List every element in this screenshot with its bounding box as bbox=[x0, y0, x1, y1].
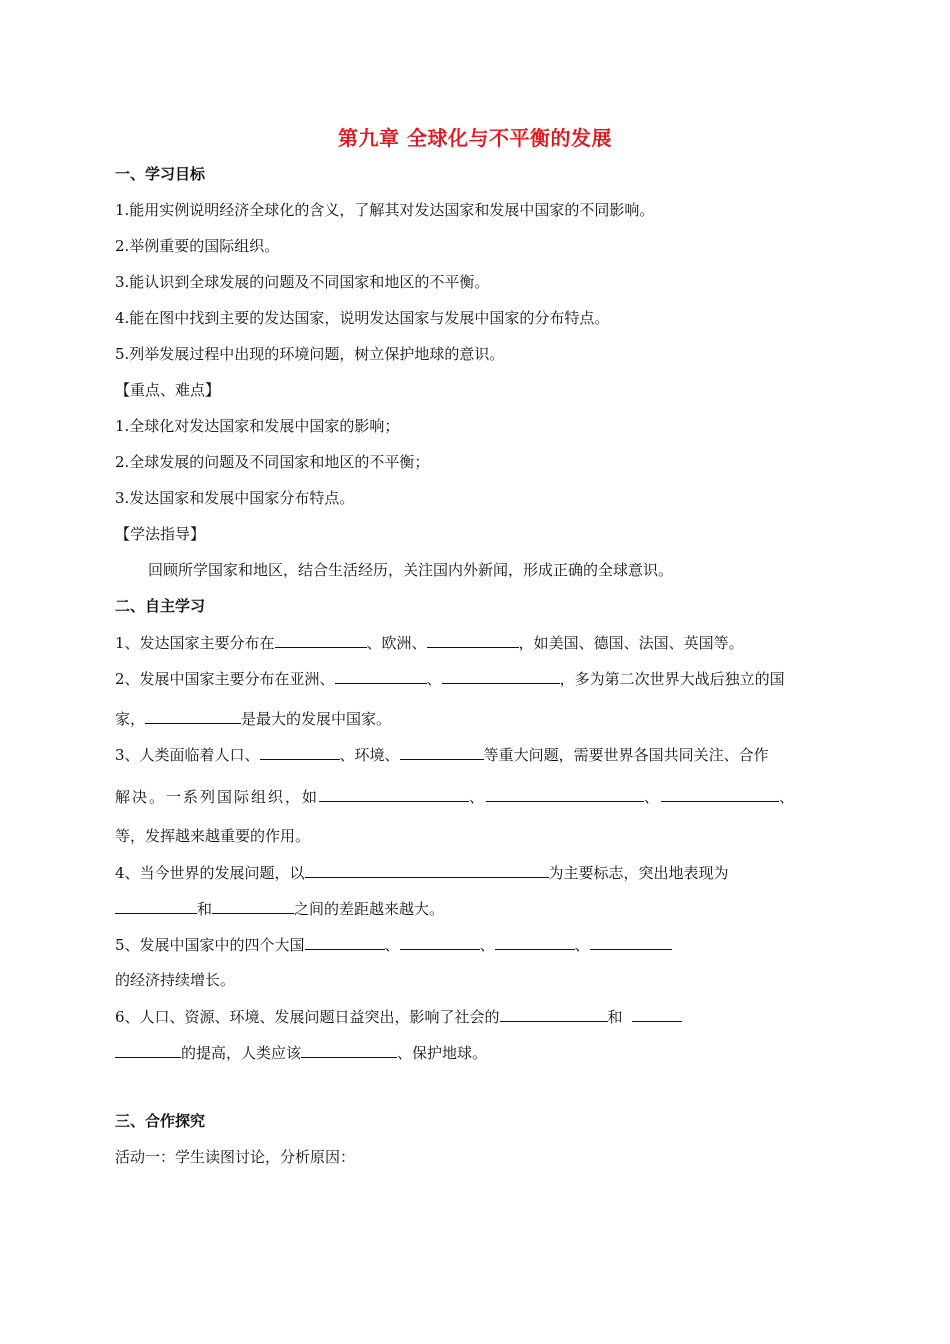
answer-blank[interactable] bbox=[275, 632, 367, 648]
key-point-3: 3.发达国家和发展中国家分布特点。 bbox=[115, 489, 355, 507]
question-text: 、保护地球。 bbox=[397, 1044, 488, 1062]
goal-item-2: 2.举例重要的国际组织。 bbox=[115, 237, 280, 255]
answer-blank[interactable] bbox=[212, 898, 294, 914]
question-text: ，如美国、德国、法国、英国等。 bbox=[518, 634, 744, 652]
question-text: 、 bbox=[644, 788, 662, 806]
question-text: 解决。一系列国际组织，如 bbox=[115, 788, 320, 806]
question-text: 为主要标志，突出地表现为 bbox=[548, 864, 729, 882]
key-points-heading: 【重点、难点】 bbox=[115, 381, 221, 399]
question-text: 和 bbox=[197, 900, 213, 918]
question-4 bbox=[115, 862, 729, 883]
goal-item-5: 5.列举发展过程中出现的环境问题，树立保护地球的意识。 bbox=[115, 345, 505, 363]
method-text: 回顾所学国家和地区，结合生活经历，关注国内外新闻，形成正确的全球意识。 bbox=[148, 561, 674, 579]
goal-item-3: 3.能认识到全球发展的问题及不同国家和地区的不平衡。 bbox=[115, 273, 490, 291]
question-1 bbox=[115, 632, 744, 653]
section-heading-goals: 一、学习目标 bbox=[115, 165, 206, 183]
question-text: 2、发展中国家主要分布在亚洲、 bbox=[115, 670, 335, 688]
question-3-end: 等，发挥越来越重要的作用。 bbox=[115, 827, 311, 845]
question-5-end: 的经济持续增长。 bbox=[115, 971, 236, 989]
question-text: 、欧洲、 bbox=[366, 634, 427, 652]
question-text: 和 bbox=[607, 1008, 623, 1026]
question-text: 、 bbox=[426, 670, 442, 688]
question-text: 1、发达国家主要分布在 bbox=[115, 634, 275, 652]
question-text: 、 bbox=[469, 788, 487, 806]
answer-blank[interactable] bbox=[260, 744, 340, 760]
goal-item-1: 1.能用实例说明经济全球化的含义，了解其对发达国家和发展中国家的不同影响。 bbox=[115, 201, 655, 219]
answer-blank[interactable] bbox=[632, 1006, 682, 1022]
answer-blank[interactable] bbox=[305, 862, 549, 878]
question-text: 的提高，人类应该 bbox=[181, 1044, 302, 1062]
section-heading-cooperation: 三、合作探究 bbox=[115, 1112, 206, 1130]
answer-blank[interactable] bbox=[427, 632, 519, 648]
question-text: 、 bbox=[574, 936, 590, 954]
answer-blank[interactable] bbox=[486, 786, 644, 802]
activity-1: 活动一：学生读图讨论，分析原因： bbox=[115, 1148, 356, 1166]
section-heading-self-study: 二、自主学习 bbox=[115, 597, 206, 615]
question-text: 、 bbox=[479, 936, 495, 954]
question-2-cont bbox=[115, 708, 391, 729]
answer-blank[interactable] bbox=[500, 1006, 608, 1022]
answer-blank[interactable] bbox=[590, 934, 672, 950]
question-text: 5、发展中国家中的四个大国 bbox=[115, 936, 305, 954]
answer-blank[interactable] bbox=[661, 786, 779, 802]
key-point-2: 2.全球发展的问题及不同国家和地区的不平衡； bbox=[115, 453, 430, 471]
question-text: 是最大的发展中国家。 bbox=[241, 710, 392, 728]
method-heading: 【学法指导】 bbox=[115, 525, 206, 543]
question-text: 、 bbox=[384, 936, 400, 954]
question-text: 、环境、 bbox=[339, 746, 400, 764]
answer-blank[interactable] bbox=[400, 744, 484, 760]
answer-blank[interactable] bbox=[115, 898, 197, 914]
question-3-cont bbox=[115, 786, 796, 807]
answer-blank[interactable] bbox=[305, 934, 385, 950]
answer-blank[interactable] bbox=[145, 708, 241, 724]
question-text: 、 bbox=[779, 788, 797, 806]
question-6 bbox=[115, 1006, 682, 1027]
question-text: 3、人类面临着人口、 bbox=[115, 746, 260, 764]
question-5 bbox=[115, 934, 672, 955]
answer-blank[interactable] bbox=[495, 934, 575, 950]
question-3 bbox=[115, 744, 769, 765]
question-6-cont bbox=[115, 1042, 487, 1063]
key-point-1: 1.全球化对发达国家和发展中国家的影响； bbox=[115, 417, 400, 435]
question-text: 6、人口、资源、环境、发展问题日益突出，影响了社会的 bbox=[115, 1008, 500, 1026]
question-text: 之间的差距越来越大。 bbox=[294, 900, 445, 918]
page-title: 第九章 全球化与不平衡的发展 bbox=[338, 126, 612, 150]
question-2 bbox=[115, 668, 785, 689]
question-text: ，多为第二次世界大战后独立的国 bbox=[559, 670, 785, 688]
answer-blank[interactable] bbox=[115, 1042, 181, 1058]
question-4-cont bbox=[115, 898, 444, 919]
question-text: 家， bbox=[115, 710, 146, 728]
answer-blank[interactable] bbox=[335, 668, 427, 684]
question-text: 等重大问题，需要世界各国共同关注、合作 bbox=[483, 746, 769, 764]
answer-blank[interactable] bbox=[442, 668, 560, 684]
answer-blank[interactable] bbox=[319, 786, 469, 802]
goal-item-4: 4.能在图中找到主要的发达国家，说明发达国家与发展中国家的分布特点。 bbox=[115, 309, 610, 327]
answer-blank[interactable] bbox=[301, 1042, 397, 1058]
question-text: 4、当今世界的发展问题，以 bbox=[115, 864, 305, 882]
answer-blank[interactable] bbox=[400, 934, 480, 950]
